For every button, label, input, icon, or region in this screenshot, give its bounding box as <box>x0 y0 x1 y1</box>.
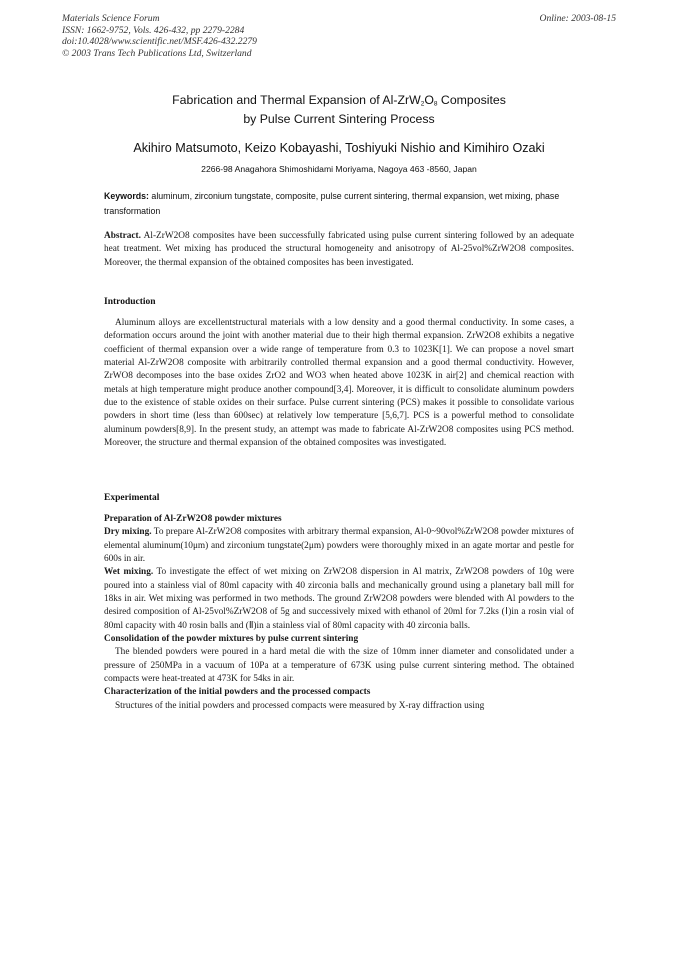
online-date: Online: 2003-08-15 <box>539 13 616 24</box>
abstract-label: Abstract. <box>104 231 141 241</box>
consolidation-paragraph: The blended powders were poured in a hard metal die with the size of 10mm inner diameter and consolidated under a pressure of 250MPa in a vacuum of 10Pa at a temperature of 673K using pulse current sintering method. The obtained compacts were heat-treated at 473K for 54ks in air. <box>104 647 574 685</box>
journal-name: Materials Science Forum <box>62 13 160 24</box>
title-line-2: by Pulse Current Sintering Process <box>243 112 435 126</box>
author-list: Akihiro Matsumoto, Keizo Kobayashi, Toshiyuki Nishio and Kimihiro Ozaki <box>133 141 545 155</box>
wet-mixing-label: Wet mixing. <box>104 567 154 578</box>
section-heading-experimental: Experimental <box>104 493 160 503</box>
experimental-body <box>104 513 574 713</box>
subsection-heading-characterization: Characterization of the initial powders and the processed compacts <box>104 687 371 698</box>
characterization-paragraph: Structures of the initial powders and processed compacts were measured by X-ray diffraction using <box>115 700 485 711</box>
keywords-text: aluminum, zirconium tungstate, composite, pulse current sintering, thermal expansion, wet mixing, phase transformation <box>104 191 560 216</box>
doi-link[interactable]: doi:10.4028/www.scientific.net/MSF.426-432.2279 <box>62 36 257 47</box>
wet-mixing-paragraph <box>104 566 574 633</box>
keywords <box>104 189 570 218</box>
dry-mixing-label: Dry mixing. <box>104 527 152 538</box>
introduction-body: Aluminum alloys are excellentstructural materials with a low density and a good thermal conductivity. In some cases, a deformation occurs around the joint with another material due to their high thermal expansion. ZrW2O8 exhibits a negative coefficient of thermal expansion over a wide range of temperature from 0.3 to 1023K[1]. We can propose a novel smart material Al-ZrW2O8 composite with arbitrarily controlled thermal expansion and a good thermal conductivity. However, ZrWO8 decomposes into the base oxides ZrO2 and WO3 when heated above 1023K in air[2] and chemical reaction with metals at high temperature might produce another compound[3,4]. Moreover, it is difficult to consolidate aluminum powders due to the existence of stable oxides on their surface. Pulse current sintering (PCS) makes it possible to consolidate various powders in short time (less than 600sec) at relatively low temperature [5,6,7]. PCS is a powerful method to consolidate aluminum powders[8,9]. In the present study, an attempt was made to fabricate Al-ZrW2O8 composites using PCS method. Moreover, the structure and thermal expansion of the obtained composites was investigated. <box>104 318 574 449</box>
wet-mixing-text: To investigate the effect of wet mixing on ZrW2O8 dispersion in Al matrix, ZrW2O8 powders of 10g were poured into a stainless vial of 80ml capacity with 40 zirconia balls and mechanically ground using a planetary ball mill for 18ks in air. Wet mixing was performed in two methods. The ground ZrW2O8 powders were blended with Al powders to the desired composition of Al-25vol%ZrW2O8 of 5g and successively mixed with ethanol of 20ml for 7.2ks (Ⅰ)in a rosin vial of 80ml capacity with 40 rosin balls and (Ⅱ)in a stainless vial of 80ml capacity with 40 zirconia balls. <box>104 567 574 631</box>
section-heading-introduction: Introduction <box>104 297 156 307</box>
abstract-text: Al-ZrW2O8 composites have been successfully fabricated using pulse current sintering followed by an adequate heat treatment. Wet mixing has produced the structural homogeneity and anisotropy of Al-25vol%ZrW2O8 composites. Moreover, the thermal expansion of the obtained composites has been investigated. <box>104 231 574 268</box>
subsection-heading-preparation: Preparation of Al-ZrW2O8 powder mixtures <box>104 514 282 524</box>
dry-mixing-paragraph <box>104 526 574 566</box>
dry-mixing-text: To prepare Al-ZrW2O8 composites with arbitrary thermal expansion, Al-0~90vol%ZrW2O8 powder mixtures of elemental aluminum(10μm) and zirconium tungstate(2μm) powders were thoroughly mixed in an agate mortar and pestle for 600s in air. <box>104 527 575 565</box>
keywords-label: Keywords: <box>104 191 149 201</box>
abstract <box>104 230 574 270</box>
issn-line: ISSN: 1662-9752, Vols. 426-432, pp 2279-2284 <box>62 24 245 36</box>
affiliation: 2266-98 Anagahora Shimoshidami Moriyama, Nagoya 463 -8560, Japan <box>201 164 477 174</box>
title-line-1: Fabrication and Thermal Expansion of $Al-ZrW_2O_8$ Composites <box>172 93 506 108</box>
subsection-heading-consolidation: Consolidation of the powder mixtures by pulse current sintering <box>104 634 359 645</box>
journal-metadata <box>62 13 257 59</box>
copyright-line: © 2003 Trans Tech Publications Ltd, Switzerland <box>62 47 252 59</box>
paper-title <box>0 91 678 129</box>
